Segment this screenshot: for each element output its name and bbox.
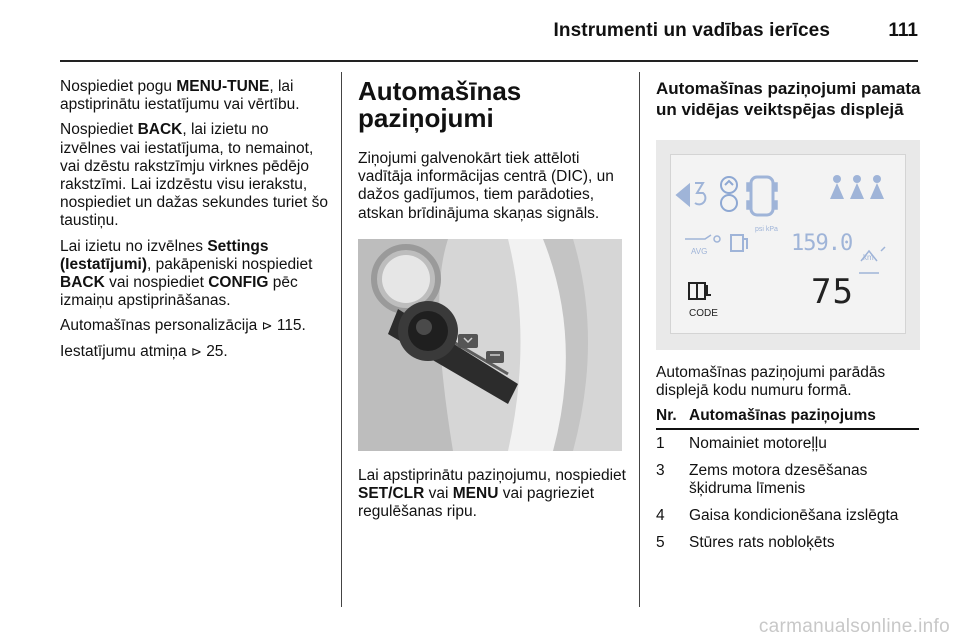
code-label: CODE xyxy=(689,308,718,319)
menu-settings: Settings (Iestatījumi) xyxy=(60,237,269,273)
col-header-nr: Nr. xyxy=(656,407,689,428)
gear-shift-icon xyxy=(677,183,705,205)
service-book-icon xyxy=(689,283,711,299)
seatbelt-reminder-icon xyxy=(830,175,884,199)
table-header-row xyxy=(656,407,919,428)
table-row: 1 Nomainiet motoreļļu xyxy=(656,434,827,452)
key-set-clr: SET/CLR xyxy=(358,485,425,503)
oil-pressure-icon xyxy=(685,235,720,242)
paragraph-exit-settings: Lai izietu no izvēlnes Settings (Iestatījumi), pakāpeniski nospiediet BACK vai nospiediet CONFIG pēc izmaiņu apstiprināšanas. xyxy=(60,237,313,310)
cross-ref-personalization: Automašīnas personalizācija ⊳ 115. xyxy=(60,317,306,335)
page-ref-link[interactable]: 115. xyxy=(276,317,306,335)
key-back: BACK xyxy=(60,274,105,292)
tyre-pressure-icon xyxy=(747,177,777,215)
key-menu-tune: MENU-TUNE xyxy=(176,78,270,95)
page-ref-link[interactable]: 25. xyxy=(206,342,228,360)
code-value: 75 xyxy=(811,272,854,312)
watermark: carmanualsonline.info xyxy=(758,616,950,637)
page-number: 111 xyxy=(888,20,918,41)
confirm-paragraph: Lai apstiprinātu paziņojumu, nospiediet SET/CLR vai MENU vai pagrieziet regulēšanas ripu. xyxy=(358,466,626,521)
table-row: 3 Zems motora dzesēšanas šķidruma līmenis xyxy=(656,461,868,497)
avg-label: AVG xyxy=(691,247,708,256)
key-config: CONFIG xyxy=(208,274,269,292)
warning-lamp-icon xyxy=(721,177,737,211)
header-rule xyxy=(60,60,918,62)
column-divider-2 xyxy=(639,72,640,607)
cross-ref-memory: Iestatījumu atmiņa ⊳ 25. xyxy=(60,342,228,360)
caption: Automašīnas paziņojumi parādās displejā kodu numuru formā. xyxy=(656,364,886,400)
distance-unit: km xyxy=(863,253,874,262)
column-3 xyxy=(656,78,922,556)
table-row: 4 Gaisa kondicionēšana izslēgta xyxy=(656,506,899,524)
pressure-unit-label: psi kPa xyxy=(755,226,778,233)
section-heading: Automašīnas paziņojumi pamata un vidējas veiktspējas displejā xyxy=(656,79,921,119)
paragraph-back: Nospiediet BACK, lai izietu no izvēlnes vai iestatījuma, to nemainot, vai dzēstu rakstzīmju virknes pēdējo rakstzīmi. Lai izdzēstu visu ierakstu, nospiediet un dažas sekundes turiet šo taustiņu. xyxy=(60,121,328,230)
fuel-pump-icon xyxy=(731,235,747,251)
page-header-title: Instrumenti un vadības ierīces xyxy=(553,20,830,41)
intro-paragraph: Ziņojumi galvenokārt tiek attēloti vadītāja informācijas centrā (DIC), un dažos gadījumos, tiem parādoties, atskan brīdinājuma skaņas signāls. xyxy=(358,150,614,222)
page-ref-arrow-icon: ⊳ xyxy=(261,318,273,334)
column-divider-1 xyxy=(341,72,342,607)
column-1 xyxy=(60,78,328,368)
key-menu: MENU xyxy=(452,485,499,503)
turn-signal-stalk-image xyxy=(358,239,622,451)
section-heading: Automašīnas paziņojumi xyxy=(358,76,522,133)
col-header-message: Automašīnas paziņojums xyxy=(689,407,919,428)
key-back: BACK xyxy=(137,121,183,139)
paragraph-menu-tune: Nospiediet pogu MENU-TUNE, lai apstiprinātu iestatījumu vai vērtību. xyxy=(60,78,300,114)
message-code-table xyxy=(656,407,919,555)
lcd-screen xyxy=(670,154,906,334)
stalk-photo xyxy=(358,239,622,451)
display-illustration xyxy=(656,140,920,350)
page-ref-arrow-icon: ⊳ xyxy=(190,343,202,359)
distance-readout: 159.0 xyxy=(791,231,853,256)
table-row: 5 Stūres rats nobloķēts xyxy=(656,533,835,551)
column-2 xyxy=(358,78,626,528)
